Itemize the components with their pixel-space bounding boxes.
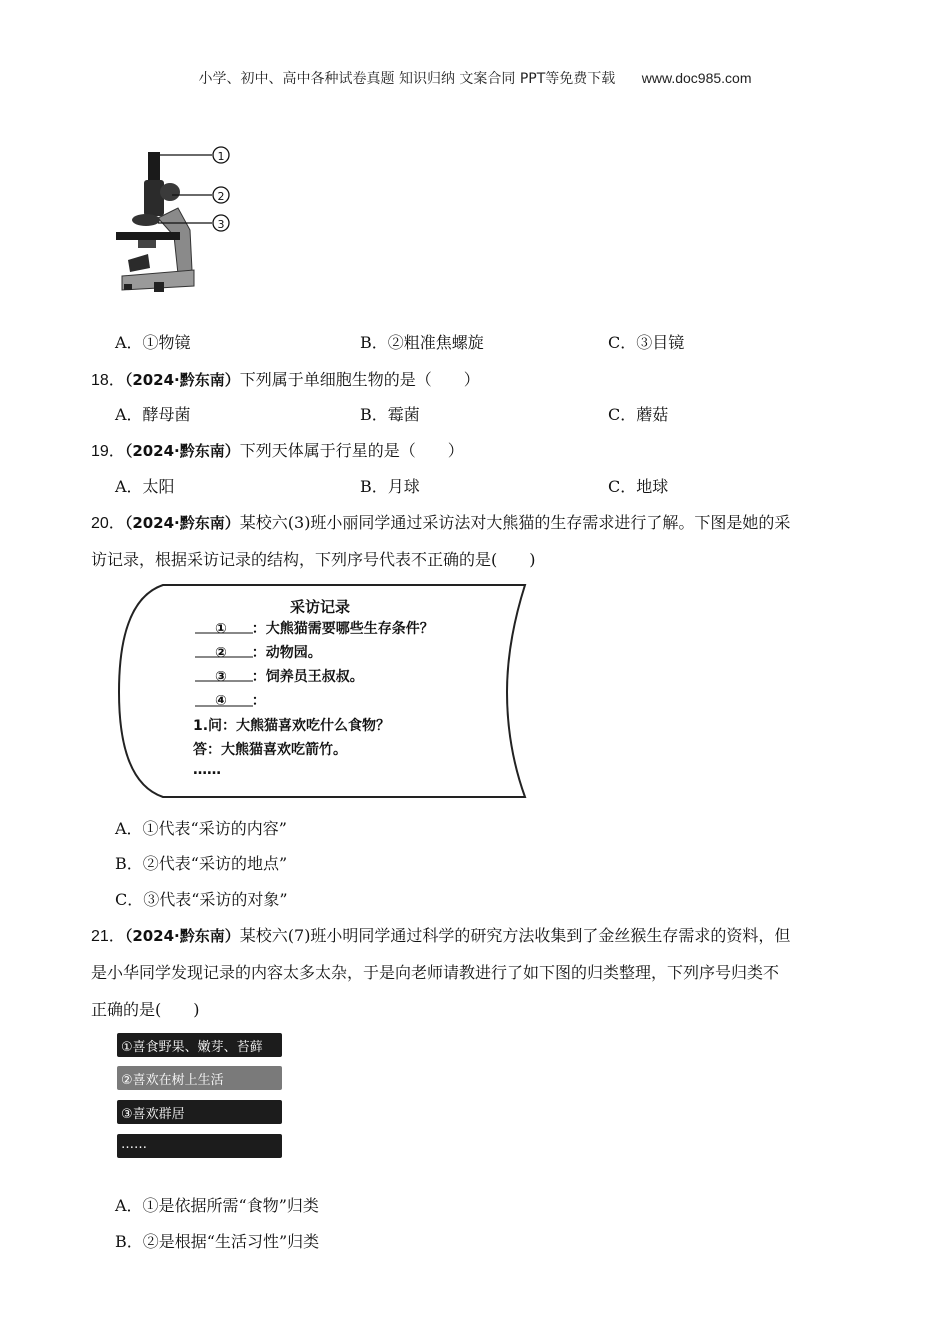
q17-option-a[interactable]: A．①物镜 xyxy=(115,333,191,352)
record-title: 采访记录 xyxy=(290,598,351,616)
category-bar-1-text: ①喜食野果、嫩芽、苔藓 xyxy=(121,1040,263,1055)
record-ellipsis: …… xyxy=(193,762,221,778)
q19-option-c[interactable]: C．地球 xyxy=(608,477,669,496)
record-row-1-text: ：大熊猫需要哪些生存条件？ xyxy=(251,621,434,637)
category-bar-3 xyxy=(117,1100,282,1124)
q18-option-a[interactable]: A．酵母菌 xyxy=(115,405,191,424)
q21-text-1: 某校六(7)班小明同学通过科学的研究方法收集到了金丝猴生存需求的资料，但 xyxy=(239,926,791,945)
record-row-4 xyxy=(215,690,266,710)
q18-option-b[interactable]: B．霉菌 xyxy=(360,405,420,424)
page-header xyxy=(0,68,950,88)
header-title: 小学、初中、高中各种试卷真题 知识归纳 文案合同 PPT等免费下载 xyxy=(198,71,616,87)
category-bar-2-text: ②喜欢在树上生活 xyxy=(121,1073,224,1088)
q18-source: （2024·黔东南） xyxy=(124,371,240,389)
q17-option-b[interactable]: B．②粗准焦螺旋 xyxy=(360,333,484,352)
category-bar-4-text: …… xyxy=(121,1137,147,1152)
q21-stem-line1 xyxy=(91,923,790,946)
svg-text:2: 2 xyxy=(217,190,225,203)
category-bar-3-text: ③喜欢群居 xyxy=(121,1107,185,1122)
q19-text: 下列天体属于行星的是（ ） xyxy=(239,441,464,460)
q20-option-a[interactable]: A．①代表“采访的内容” xyxy=(115,819,287,838)
q20-text-1: 某校六(3)班小丽同学通过采访法对大熊猫的生存需求进行了解。下图是她的采 xyxy=(239,513,791,532)
record-row-1-num: ① xyxy=(215,621,227,637)
q20-stem-line1 xyxy=(91,510,790,533)
record-row-4-text: ： xyxy=(251,693,266,709)
q19-number: 19． xyxy=(91,443,125,460)
q20-source: （2024·黔东南） xyxy=(124,514,240,532)
q21-option-b[interactable]: B．②是根据“生活习性”归类 xyxy=(115,1232,320,1251)
q21-option-a[interactable]: A．①是依据所需“食物”归类 xyxy=(115,1196,319,1215)
record-question: 1.问：大熊猫喜欢吃什么食物？ xyxy=(193,718,391,734)
q18-number: 18． xyxy=(91,372,125,389)
q20-number: 20． xyxy=(91,515,125,532)
record-row-2-text: ：动物园。 xyxy=(251,645,322,661)
q20-option-b[interactable]: B．②代表“采访的地点” xyxy=(115,854,288,873)
record-row-2 xyxy=(215,642,322,662)
q20-stem-line2: 访记录，根据采访记录的结构，下列序号代表不正确的是( ) xyxy=(91,550,536,569)
q18-option-c[interactable]: C．蘑菇 xyxy=(608,405,669,424)
q20-option-c[interactable]: C．③代表“采访的对象” xyxy=(115,890,288,909)
q21-source: （2024·黔东南） xyxy=(124,927,240,945)
q17-option-c[interactable]: C．③目镜 xyxy=(608,333,685,352)
interview-record-figure xyxy=(115,582,530,800)
category-bar-2 xyxy=(117,1066,282,1090)
q21-stem-line3: 正确的是( ) xyxy=(91,1000,200,1019)
q19-source: （2024·黔东南） xyxy=(124,442,240,460)
svg-text:3: 3 xyxy=(217,218,225,231)
svg-text:1: 1 xyxy=(217,150,225,163)
category-bar-4 xyxy=(117,1134,282,1158)
q19-option-a[interactable]: A．太阳 xyxy=(115,477,175,496)
record-row-3-num: ③ xyxy=(215,669,227,685)
q19-option-b[interactable]: B．月球 xyxy=(360,477,420,496)
record-row-2-num: ② xyxy=(215,645,227,661)
record-row-1 xyxy=(215,618,434,638)
record-row-3 xyxy=(215,666,364,686)
microscope-icon xyxy=(116,152,194,292)
record-row-3-text: ：饲养员王叔叔。 xyxy=(251,669,364,685)
q21-stem-line2: 是小华同学发现记录的内容太多太杂，于是向老师请教进行了如下图的归类整理，下列序号归类不 xyxy=(91,963,780,982)
header-site: www.doc985.com xyxy=(641,70,752,86)
q18-stem xyxy=(91,367,480,390)
q19-stem xyxy=(91,438,464,461)
record-row-4-num: ④ xyxy=(215,693,227,709)
q21-number: 21． xyxy=(91,928,125,945)
record-answer: 答：大熊猫喜欢吃箭竹。 xyxy=(193,742,347,758)
q18-text: 下列属于单细胞生物的是（ ） xyxy=(239,370,480,389)
microscope-figure xyxy=(108,140,248,300)
category-bar-1 xyxy=(117,1033,282,1057)
